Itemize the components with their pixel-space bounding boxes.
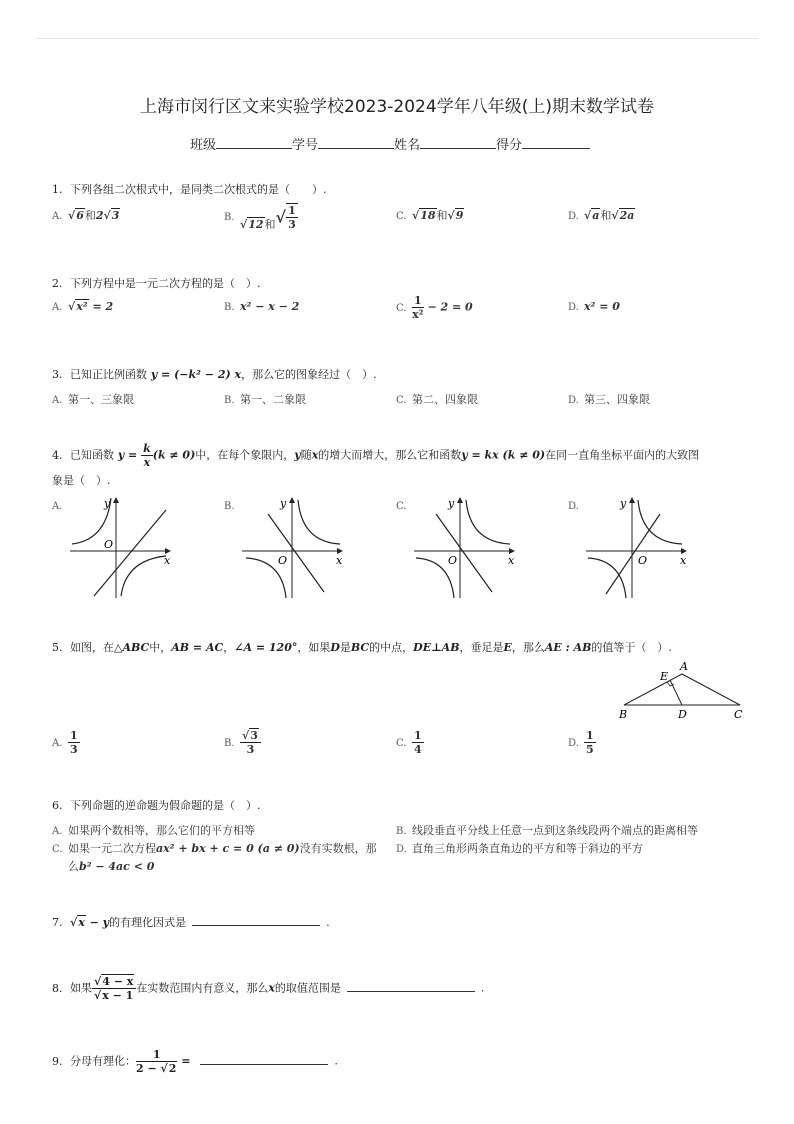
question-5: 5. 如图，在△ABC中，AB = AC，∠A = 120°，如果D是BC的中点，DE⊥AB，垂足是E，那么AE : AB的值等于（ ）.: [52, 641, 672, 654]
question-number: 5.: [52, 641, 63, 654]
question-stem-pre: 如果: [70, 981, 92, 995]
page-title: 上海市闵行区文来实验学校2023-2024学年八年级(上)期末数学试卷: [140, 97, 654, 117]
option-label: A.: [52, 826, 63, 837]
class-label: 班级: [190, 138, 217, 153]
option-label: D.: [396, 844, 407, 855]
question-stem-post: ，那么它的图象经过（ ）.: [241, 368, 377, 381]
question-stem-post: 的取值范围是: [274, 981, 341, 995]
question-stem: 的有理化因式是: [109, 916, 187, 929]
question-stem: 下列命题的逆命题为假命题的是（ ）.: [70, 799, 261, 812]
y-label: y: [448, 497, 455, 510]
question-4: 4. 已知函数 y = $\frac{k}{x}$ (k ≠ 0)中，在每个象限内，y随x的增大而增大，那么它和函数y = kx (k ≠ 0)在同一直角坐标平面内的大致图: [52, 442, 700, 469]
student-info-row: [190, 134, 590, 153]
question-8: 8. 如果 $\frac{√4 - x}{√x - 1}$ 在实数范围内有意义，那么x的取值范围是 .: [52, 975, 485, 1002]
q6-option-a[interactable]: [52, 822, 255, 838]
line-graph: [436, 514, 492, 592]
q1-option-c[interactable]: C. √18和√9: [396, 209, 464, 222]
question-number: 6.: [52, 799, 63, 812]
q2-option-c[interactable]: C. $\frac{1}{\text{x²}}$ − 2 = 0: [396, 294, 473, 321]
y-label: y: [280, 497, 287, 510]
question-stem-pre: 已知正比例函数: [70, 368, 147, 381]
question-number: 2.: [52, 277, 63, 290]
q5-option-d[interactable]: D. $\frac{1}{5}$: [568, 729, 594, 756]
question-number: 8.: [52, 981, 63, 995]
x-label: x: [336, 554, 343, 567]
point-d-label: D: [678, 708, 687, 721]
option-text: 没有实数根，那: [299, 842, 377, 855]
question-stem-part: ，如果: [297, 641, 331, 654]
header-divider: [36, 38, 758, 39]
origin-label: O: [638, 554, 648, 567]
question-end: .: [326, 916, 330, 929]
name-label: 姓名: [394, 138, 421, 153]
score-blank[interactable]: [522, 136, 590, 149]
option-label: C.: [396, 211, 407, 222]
q3-option-c[interactable]: [396, 391, 478, 407]
option-text: 么: [68, 860, 79, 873]
q1-option-b[interactable]: B.√12和√ $\frac{1}{3}$: [224, 204, 296, 231]
q1-option-d[interactable]: D. √a和√2a: [568, 209, 635, 222]
q6-option-b[interactable]: [396, 822, 698, 838]
question-stem-pre: 已知函数: [70, 448, 114, 462]
q2-option-a[interactable]: A. √x² = 2: [52, 300, 114, 313]
question-1: [52, 181, 327, 197]
question-stem-part: ，垂足是: [459, 641, 504, 654]
triangle-abc: [624, 674, 740, 705]
vertex-a-label: A: [680, 660, 688, 673]
question-number: 4.: [52, 448, 63, 462]
option-label: B.: [224, 302, 235, 313]
option-label: A.: [52, 211, 63, 222]
q6-option-c[interactable]: C. 如果一元二次方程ax² + bx + c = 0 (a ≠ 0)没有实数根，那: [52, 842, 377, 855]
question-stem-mid: 中，在每个象限内，: [195, 448, 295, 462]
q6-option-c-line-2: 么b² − 4ac < 0: [68, 860, 155, 873]
question-end: .: [334, 1054, 338, 1068]
option-text: 直角三角形两条直角边的平方和等于斜边的平方: [412, 842, 643, 855]
option-label: B.: [396, 826, 407, 837]
origin-label: O: [448, 554, 458, 567]
hyperbola-branch: [466, 500, 510, 544]
line-graph: [606, 514, 660, 594]
option-label: C.: [396, 501, 407, 512]
question-3: 3. 已知正比例函数 y = (−k² − 2) x，那么它的图象经过（ ）.: [52, 368, 377, 381]
question-stem-part: 的值等于（ ）.: [591, 641, 672, 654]
option-label: A.: [52, 501, 63, 512]
question-stem-pre: 分母有理化：: [70, 1054, 136, 1068]
q4-graph-d: [582, 492, 692, 600]
q4-graph-c: [410, 492, 520, 600]
option-label: D.: [568, 737, 579, 749]
class-blank[interactable]: [216, 136, 292, 149]
q8-answer-blank[interactable]: [347, 979, 475, 992]
question-number: 1.: [52, 183, 63, 196]
x-label: x: [164, 554, 171, 567]
question-stem-part: 是: [339, 641, 351, 654]
y-label: y: [104, 497, 111, 510]
name-blank[interactable]: [420, 136, 496, 149]
option-label: A.: [52, 395, 63, 406]
question-4-line-2: [52, 472, 111, 488]
question-stem-part: ，那么: [511, 641, 545, 654]
y-label: y: [620, 497, 627, 510]
q4-graph-b: [238, 492, 348, 600]
question-stem: 下列方程中是一元二次方程的是（ ）.: [70, 277, 261, 290]
option-label: B.: [224, 737, 235, 749]
question-2: [52, 275, 261, 291]
q3-option-a[interactable]: [52, 391, 134, 407]
x-label: x: [508, 554, 515, 567]
option-label: C.: [396, 737, 407, 749]
option-text: 第三、四象限: [584, 393, 650, 406]
option-text: 和: [264, 218, 276, 231]
q7-answer-blank[interactable]: [192, 913, 320, 926]
option-label: D.: [568, 395, 579, 406]
score-label: 得分: [496, 138, 523, 153]
segment-de: [670, 680, 682, 705]
question-stem: 下列各组二次根式中，是同类二次根式的是（ ）.: [70, 183, 327, 196]
q5-option-a[interactable]: A. $\frac{1}{3}$: [52, 729, 78, 756]
option-label: C.: [52, 844, 63, 855]
number-blank[interactable]: [318, 136, 394, 149]
option-label: B.: [224, 395, 235, 406]
question-stem-post: 在同一直角坐标平面内的大致图: [545, 448, 700, 462]
x-label: x: [680, 554, 687, 567]
question-number: 9.: [52, 1054, 63, 1068]
option-label: B.: [224, 501, 235, 512]
option-label: C.: [396, 395, 407, 406]
question-stem-pre: 如图，在: [70, 641, 114, 654]
question-number: 7.: [52, 916, 63, 929]
question-stem-part: ，: [223, 641, 235, 654]
option-text: 线段垂直平分线上任意一点到这条线段两个端点的距离相等: [412, 824, 698, 837]
origin-label: O: [104, 538, 114, 551]
question-6: [52, 797, 261, 813]
line-graph: [94, 510, 166, 596]
question-9: 9. 分母有理化： $\frac{1}{2 - √2}$ = .: [52, 1048, 338, 1075]
option-label: C.: [396, 302, 407, 314]
option-text: 第一、三象限: [68, 393, 134, 406]
option-text: 和: [436, 209, 448, 222]
option-label: B.: [224, 212, 235, 223]
option-label: A.: [52, 737, 63, 749]
question-7: 7. √x − y的有理化因式是 .: [52, 913, 330, 930]
option-text: 如果一元二次方程: [68, 842, 156, 855]
option-label: A.: [52, 302, 63, 313]
option-label: D.: [568, 302, 579, 313]
q3-option-d[interactable]: [568, 391, 650, 407]
option-text: 和: [600, 209, 612, 222]
q5-triangle-figure: [614, 660, 748, 722]
option-text: 第一、二象限: [240, 393, 306, 406]
q1-option-a[interactable]: A. √6和2√3: [52, 209, 120, 222]
option-text: 如果两个数相等，那么它们的平方相等: [68, 824, 255, 837]
hyperbola-branch: [298, 500, 340, 544]
question-number: 3.: [52, 368, 63, 381]
point-e-label: E: [660, 670, 669, 683]
q5-option-b[interactable]: B. $\frac{√3}{3}$: [224, 729, 261, 756]
q6-option-d[interactable]: [396, 840, 643, 856]
question-stem-line2: 象是（ ）.: [52, 474, 111, 487]
hyperbola-branch: [121, 556, 166, 596]
q2-option-b[interactable]: B. x² − x − 2: [224, 300, 300, 313]
line-graph: [268, 514, 324, 592]
q4-graph-a: [66, 492, 176, 600]
question-stem-mid2: 随: [300, 448, 312, 462]
q2-option-d[interactable]: D. x² = 0: [568, 300, 620, 313]
question-end: .: [480, 981, 485, 995]
q9-answer-blank[interactable]: [200, 1052, 328, 1065]
option-label: D.: [568, 211, 579, 222]
vertex-b-label: B: [619, 708, 628, 721]
question-stem-mid: 在实数范围内有意义，那么: [136, 981, 269, 995]
vertex-c-label: C: [734, 708, 743, 721]
option-label: D.: [568, 501, 579, 512]
question-stem-mid3: 的增大而增大，那么它和函数: [318, 448, 462, 462]
option-text: 和: [84, 209, 96, 222]
number-label: 学号: [292, 138, 319, 153]
origin-label: O: [278, 554, 288, 567]
q5-option-c[interactable]: C. $\frac{1}{4}$: [396, 729, 422, 756]
q3-option-b[interactable]: [224, 391, 306, 407]
question-stem-part: 中，: [149, 641, 172, 654]
option-text: 第二、四象限: [412, 393, 478, 406]
question-stem-part: 的中点，: [369, 641, 414, 654]
